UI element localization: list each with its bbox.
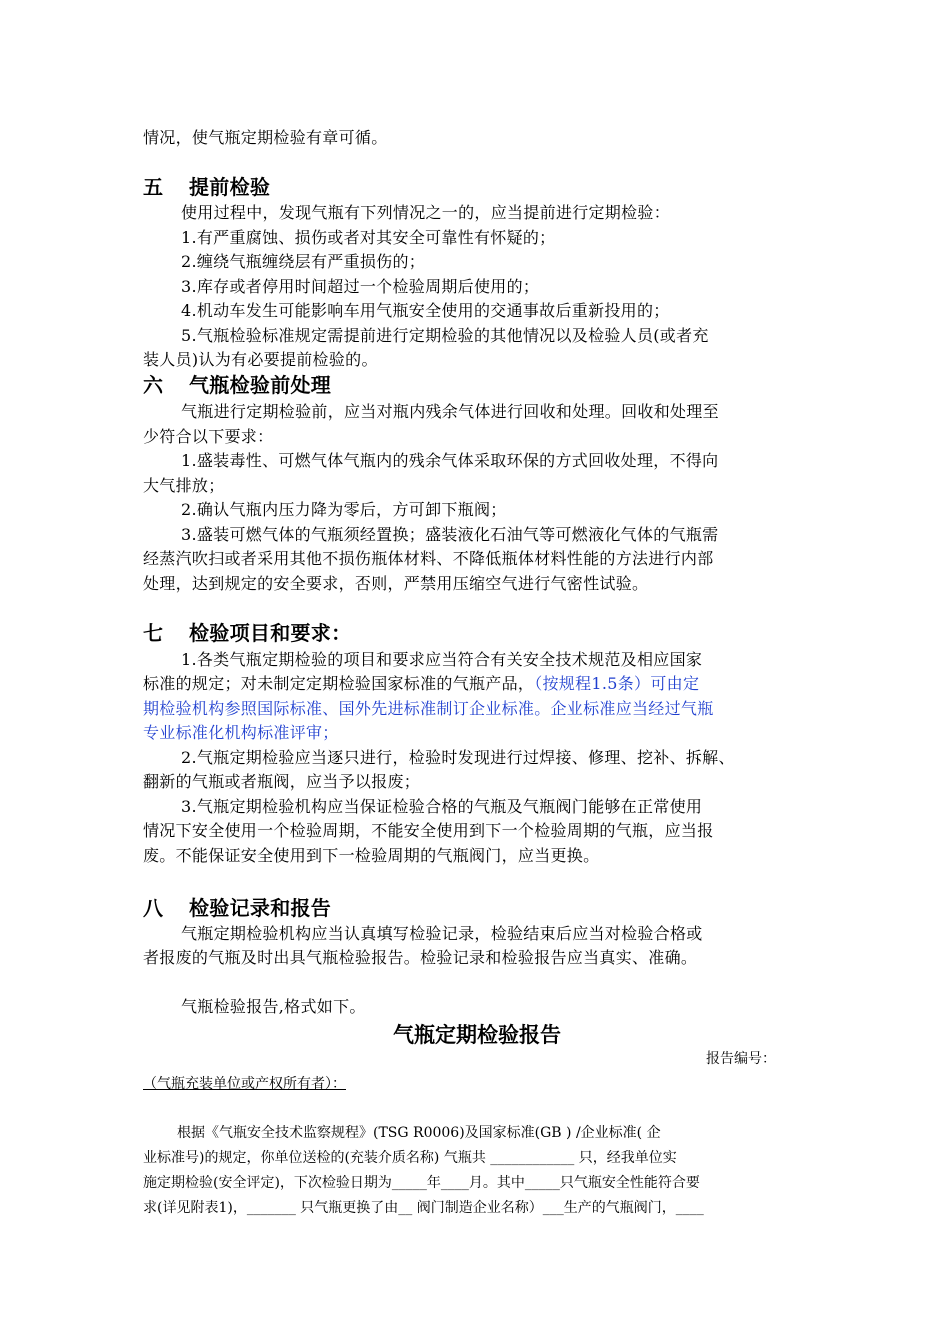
paragraph-line <box>143 674 699 694</box>
owner-label: （气瓶充装单位或产权所有者）： <box>143 1076 346 1092</box>
paragraph-line: 翻新的气瓶或者瓶阀，应当予以报废； <box>143 772 421 791</box>
highlighted-text: （按规程1.5条）可由定 <box>534 674 700 693</box>
paragraph-line: 处理，达到规定的安全要求，否则，严禁用压缩空气进行气密性试验。 <box>143 574 649 593</box>
paragraph-line: 情况下安全使用一个检验周期，不能安全使用到下一个检验周期的气瓶，应当报 <box>143 821 714 840</box>
section-title: 检验项目和要求： <box>189 621 352 645</box>
list-item: 1.各类气瓶定期检验的项目和要求应当符合有关安全技术规范及相应国家 <box>181 650 703 669</box>
section-heading-8 <box>143 895 331 921</box>
list-item: 2.气瓶定期检验应当逐只进行，检验时发现进行过焊接、修理、挖补、拆解、 <box>181 748 735 767</box>
list-item: 3.盛装可燃气体的气瓶须经置换；盛装液化石油气等可燃液化气体的气瓶需 <box>181 525 719 544</box>
paragraph-line: 装人员)认为有必要提前检验的。 <box>143 350 378 369</box>
list-item: 2.确认气瓶内压力降为零后，方可卸下瓶阀； <box>181 500 507 519</box>
report-paragraph-line: 业标准号)的规定，你单位送检的(充装介质名称) 气瓶共 ____________ 只，经我单位实 <box>143 1150 677 1166</box>
section-number: 五 <box>143 175 164 199</box>
paragraph-line: 废。不能保证安全使用到下一检验周期的气瓶阀门，应当更换。 <box>143 846 600 865</box>
paragraph-line: 者报废的气瓶及时出具气瓶检验报告。检验记录和检验报告应当真实、准确。 <box>143 948 698 967</box>
section-title: 提前检验 <box>189 175 271 199</box>
list-item: 2.缠绕气瓶缠绕层有严重损伤的； <box>181 252 426 271</box>
paragraph-line: 少符合以下要求： <box>143 427 274 446</box>
paragraph-line: 气瓶进行定期检验前，应当对瓶内残余气体进行回收和处理。回收和处理至 <box>181 402 719 421</box>
text-run: 标准的规定；对未制定定期检验国家标准的气瓶产品， <box>143 674 535 693</box>
list-item: 5.气瓶检验标准规定需提前进行定期检验的其他情况以及检验人员(或者充 <box>181 326 709 345</box>
section-heading-6 <box>143 372 331 398</box>
report-paragraph-line: 根据《气瓶安全技术监察规程》(TSG R0006)及国家标准(GB ) /企业标准( 企 <box>177 1125 661 1141</box>
paragraph-line: 经蒸汽吹扫或者采用其他不损伤瓶体材料、不降低瓶体材料性能的方法进行内部 <box>143 549 714 568</box>
list-item: 1.盛装毒性、可燃气体气瓶内的残余气体采取环保的方式回收处理，不得向 <box>181 451 719 470</box>
report-title: 气瓶定期检验报告 <box>393 1023 561 1047</box>
section-title: 气瓶检验前处理 <box>189 373 332 397</box>
paragraph-line: 气瓶检验报告,格式如下。 <box>181 997 366 1016</box>
paragraph-line: 使用过程中，发现气瓶有下列情况之一的，应当提前进行定期检验： <box>181 203 671 222</box>
section-title: 检验记录和报告 <box>189 896 332 920</box>
section-number: 八 <box>143 896 164 920</box>
section-number: 七 <box>143 621 164 645</box>
paragraph-line: 气瓶定期检验机构应当认真填写检验记录，检验结束后应当对检验合格或 <box>181 924 703 943</box>
paragraph-line: 情况，使气瓶定期检验有章可循。 <box>143 128 388 147</box>
paragraph-line: 大气排放； <box>143 476 225 495</box>
section-heading-7 <box>143 620 351 646</box>
list-item: 1.有严重腐蚀、损伤或者对其安全可靠性有怀疑的； <box>181 228 556 247</box>
list-item: 3.库存或者停用时间超过一个检验周期后使用的； <box>181 277 540 296</box>
section-heading-5 <box>143 174 270 200</box>
list-item: 4.机动车发生可能影响车用气瓶安全使用的交通事故后重新投用的； <box>181 301 670 320</box>
highlighted-line: 专业标准化机构标准评审； <box>143 723 339 742</box>
report-paragraph-line: 求(详见附表1)，_______ 只气瓶更换了由__ 阀门制造企业名称）___生产的气瓶阀门，____ <box>143 1200 704 1216</box>
highlighted-line: 期检验机构参照国际标准、国外先进标准制订企业标准。企业标准应当经过气瓶 <box>143 699 714 718</box>
section-number: 六 <box>143 373 164 397</box>
report-paragraph-line: 施定期检验(安全评定)，下次检验日期为_____年____月。其中_____只气瓶安全性能符合要 <box>143 1175 700 1191</box>
list-item: 3.气瓶定期检验机构应当保证检验合格的气瓶及气瓶阀门能够在正常使用 <box>181 797 703 816</box>
report-number-label: 报告编号： <box>706 1051 776 1067</box>
